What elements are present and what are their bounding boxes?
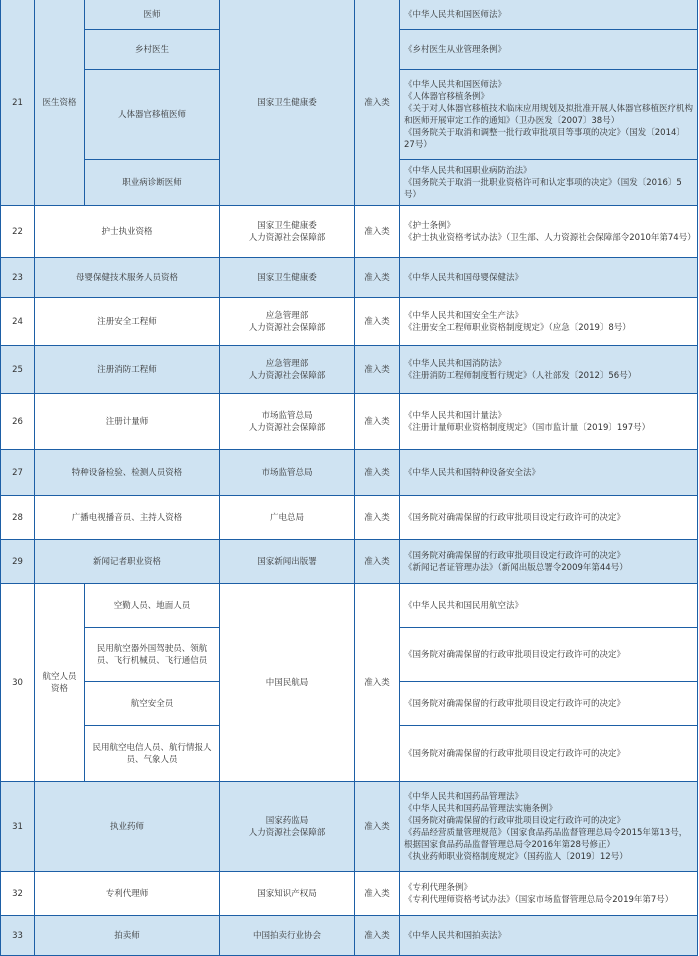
qualification-table-body bbox=[1, 0, 698, 956]
row-number-cell: 24 bbox=[1, 298, 35, 346]
row-number-cell: 26 bbox=[1, 394, 35, 450]
qualification-name-cell: 护士执业资格 bbox=[35, 206, 220, 258]
qualification-name-cell: 新闻记者职业资格 bbox=[35, 540, 220, 584]
qualification-name-cell: 广播电视播音员、主持人资格 bbox=[35, 496, 220, 540]
qualification-name-cell: 航空人员资格 bbox=[35, 584, 85, 782]
legal-basis-cell-line: 《国务院对确需保留的行政审批项目设定行政许可的决定》 bbox=[404, 698, 626, 709]
legal-basis-cell bbox=[400, 726, 698, 782]
type-cell: 准入类 bbox=[355, 298, 400, 346]
legal-basis-cell-line: 《专利代理条例》 bbox=[404, 882, 473, 893]
department-cell bbox=[220, 394, 355, 450]
table-row bbox=[1, 782, 698, 872]
qualification-name-cell: 注册计量师 bbox=[35, 394, 220, 450]
legal-basis-cell-line: 《注册消防工程师制度暂行规定》（人社部发〔2012〕56号） bbox=[404, 370, 637, 381]
type-cell: 准入类 bbox=[355, 540, 400, 584]
legal-basis-cell-line: 《中华人民共和国医师法》 bbox=[404, 79, 507, 90]
legal-basis-cell-line: 《执业药师职业资格制度规定》（国药监人〔2019〕12号） bbox=[404, 851, 628, 862]
legal-basis-cell-line: 《国务院对确需保留的行政审批项目设定行政许可的决定》 bbox=[404, 815, 626, 826]
legal-basis-cell-line: 《中华人民共和国消防法》 bbox=[404, 358, 507, 369]
department-cell bbox=[220, 782, 355, 872]
legal-basis-cell-line: 《中华人民共和国医师法》 bbox=[404, 9, 507, 20]
legal-basis-cell-line: 《中华人民共和国特种设备安全法》 bbox=[404, 467, 541, 478]
sub-qualification-cell: 民用航空器外国驾驶员、领航员、飞行机械员、飞行通信员 bbox=[85, 628, 220, 682]
legal-basis-cell-line: 《中华人民共和国母婴保健法》 bbox=[404, 272, 524, 283]
qualification-name-cell: 母婴保健技术服务人员资格 bbox=[35, 258, 220, 298]
table-row bbox=[1, 540, 698, 584]
row-number-cell: 29 bbox=[1, 540, 35, 584]
type-cell: 准入类 bbox=[355, 0, 400, 206]
legal-basis-cell bbox=[400, 450, 698, 496]
department-cell bbox=[220, 298, 355, 346]
legal-basis-cell-line: 《乡村医生从业管理条例》 bbox=[404, 44, 507, 55]
legal-basis-cell-line: 《国务院关于取消一批职业资格许可和认定事项的决定》（国发〔2016〕5号） bbox=[404, 177, 682, 200]
department-cell bbox=[220, 450, 355, 496]
department-cell-line: 国家新闻出版署 bbox=[257, 556, 317, 567]
legal-basis-cell bbox=[400, 872, 698, 916]
qualification-name-cell: 特种设备检验、检测人员资格 bbox=[35, 450, 220, 496]
department-cell bbox=[220, 540, 355, 584]
row-number-cell: 31 bbox=[1, 782, 35, 872]
legal-basis-cell-line: 《中华人民共和国拍卖法》 bbox=[404, 930, 507, 941]
legal-basis-cell bbox=[400, 682, 698, 726]
sub-qualification-cell: 乡村医生 bbox=[85, 30, 220, 70]
legal-basis-cell-line: 《中华人民共和国安全生产法》 bbox=[404, 310, 524, 321]
legal-basis-cell-line: 《中华人民共和国计量法》 bbox=[404, 410, 507, 421]
type-cell: 准入类 bbox=[355, 450, 400, 496]
table-row bbox=[1, 450, 698, 496]
type-cell: 准入类 bbox=[355, 496, 400, 540]
legal-basis-cell-line: 《中华人民共和国民用航空法》 bbox=[404, 600, 524, 611]
sub-qualification-cell: 航空安全员 bbox=[85, 682, 220, 726]
sub-qualification-cell: 人体器官移植医师 bbox=[85, 70, 220, 160]
legal-basis-cell-line: 《国务院对确需保留的行政审批项目设定行政许可的决定》 bbox=[404, 649, 626, 660]
type-cell: 准入类 bbox=[355, 258, 400, 298]
legal-basis-cell bbox=[400, 70, 698, 160]
type-cell: 准入类 bbox=[355, 782, 400, 872]
legal-basis-cell bbox=[400, 782, 698, 872]
qualification-name-cell: 拍卖师 bbox=[35, 916, 220, 956]
qualification-name-cell: 医生资格 bbox=[35, 0, 85, 206]
department-cell-line: 国家知识产权局 bbox=[257, 888, 317, 899]
legal-basis-cell-line: 《国务院对确需保留的行政审批项目设定行政许可的决定》 bbox=[404, 748, 626, 759]
department-cell-line: 国家卫生健康委 bbox=[257, 272, 317, 283]
department-cell-line: 市场监管总局 bbox=[261, 467, 313, 478]
table-row bbox=[1, 206, 698, 258]
sub-qualification-cell: 医师 bbox=[85, 0, 220, 30]
legal-basis-cell bbox=[400, 916, 698, 956]
table-row bbox=[1, 258, 698, 298]
department-cell bbox=[220, 584, 355, 782]
department-cell bbox=[220, 916, 355, 956]
row-number-cell: 30 bbox=[1, 584, 35, 782]
legal-basis-cell bbox=[400, 258, 698, 298]
row-number-cell: 22 bbox=[1, 206, 35, 258]
legal-basis-cell bbox=[400, 298, 698, 346]
department-cell bbox=[220, 872, 355, 916]
legal-basis-cell bbox=[400, 346, 698, 394]
department-cell-line: 广电总局 bbox=[269, 512, 304, 523]
legal-basis-cell-line: 《新闻记者证管理办法》（新闻出版总署令2009年第44号） bbox=[404, 562, 628, 573]
row-number-cell: 33 bbox=[1, 916, 35, 956]
legal-basis-cell-line: 《药品经营质量管理规范》（国家食品药品监督管理总局令2015年第13号，根据国家食品药品监督管理总局令2016年第28号修正） bbox=[404, 827, 688, 850]
department-cell-line: 中国拍卖行业协会 bbox=[252, 930, 321, 941]
table-row bbox=[1, 298, 698, 346]
department-cell-line: 人力资源社会保障部 bbox=[248, 370, 326, 381]
type-cell: 准入类 bbox=[355, 346, 400, 394]
table-row bbox=[1, 584, 698, 628]
department-cell-line: 人力资源社会保障部 bbox=[248, 232, 326, 243]
qualification-name-cell: 注册消防工程师 bbox=[35, 346, 220, 394]
department-cell bbox=[220, 258, 355, 298]
department-cell-line: 市场监管总局 bbox=[261, 410, 313, 421]
row-number-cell: 28 bbox=[1, 496, 35, 540]
table-row bbox=[1, 0, 698, 30]
legal-basis-cell bbox=[400, 394, 698, 450]
sub-qualification-cell: 空勤人员、地面人员 bbox=[85, 584, 220, 628]
legal-basis-cell bbox=[400, 0, 698, 30]
department-cell-line: 国家卫生健康委 bbox=[257, 220, 317, 231]
legal-basis-cell bbox=[400, 30, 698, 70]
legal-basis-cell-line: 《注册计量师职业资格制度规定》（国市监计量〔2019〕197号） bbox=[404, 422, 651, 433]
legal-basis-cell-line: 《中华人民共和国职业病防治法》 bbox=[404, 165, 532, 176]
department-cell-line: 国家卫生健康委 bbox=[257, 97, 317, 108]
row-number-cell: 32 bbox=[1, 872, 35, 916]
qualification-name-cell: 执业药师 bbox=[35, 782, 220, 872]
table-row bbox=[1, 346, 698, 394]
legal-basis-cell-line: 《国务院关于取消和调整一批行政审批项目等事项的决定》（国发〔2014〕27号） bbox=[404, 127, 685, 150]
department-cell bbox=[220, 346, 355, 394]
legal-basis-cell-line: 《关于对人体器官移植技术临床应用规划及拟批准开展人体器官移植医疗机构和医师开展审定工作的通知》（卫办医发〔2007〕38号） bbox=[404, 103, 694, 126]
table-row bbox=[1, 496, 698, 540]
sub-qualification-cell: 民用航空电信人员、航行情报人员、气象人员 bbox=[85, 726, 220, 782]
legal-basis-cell bbox=[400, 584, 698, 628]
type-cell: 准入类 bbox=[355, 206, 400, 258]
legal-basis-cell bbox=[400, 628, 698, 682]
legal-basis-cell-line: 《专利代理师资格考试办法》（国家市场监督管理总局令2019年第7号） bbox=[404, 894, 674, 905]
legal-basis-cell-line: 《国务院对确需保留的行政审批项目设定行政许可的决定》 bbox=[404, 512, 626, 523]
sub-qualification-cell: 职业病诊断医师 bbox=[85, 160, 220, 206]
row-number-cell: 25 bbox=[1, 346, 35, 394]
table-row bbox=[1, 916, 698, 956]
legal-basis-cell-line: 《护士条例》 bbox=[404, 220, 456, 231]
department-cell bbox=[220, 206, 355, 258]
department-cell-line: 人力资源社会保障部 bbox=[248, 422, 326, 433]
legal-basis-cell bbox=[400, 496, 698, 540]
table-row bbox=[1, 394, 698, 450]
legal-basis-cell bbox=[400, 160, 698, 206]
legal-basis-cell-line: 《中华人民共和国药品管理法》 bbox=[404, 791, 524, 802]
row-number-cell: 23 bbox=[1, 258, 35, 298]
legal-basis-cell-line: 《中华人民共和国药品管理法实施条例》 bbox=[404, 803, 558, 814]
type-cell: 准入类 bbox=[355, 872, 400, 916]
department-cell bbox=[220, 496, 355, 540]
table-row bbox=[1, 872, 698, 916]
row-number-cell: 27 bbox=[1, 450, 35, 496]
type-cell: 准入类 bbox=[355, 584, 400, 782]
legal-basis-cell-line: 《国务院对确需保留的行政审批项目设定行政许可的决定》 bbox=[404, 550, 626, 561]
type-cell: 准入类 bbox=[355, 394, 400, 450]
qualification-name-cell: 注册安全工程师 bbox=[35, 298, 220, 346]
legal-basis-cell bbox=[400, 540, 698, 584]
type-cell: 准入类 bbox=[355, 916, 400, 956]
department-cell-line: 应急管理部 bbox=[265, 358, 309, 369]
department-cell-line: 人力资源社会保障部 bbox=[248, 322, 326, 333]
row-number-cell: 21 bbox=[1, 0, 35, 206]
department-cell-line: 国家药监局 bbox=[265, 815, 309, 826]
department-cell-line: 应急管理部 bbox=[265, 310, 309, 321]
legal-basis-cell-line: 《护士执业资格考试办法》（卫生部、人力资源社会保障部令2010年第74号） bbox=[404, 232, 696, 243]
department-cell-line: 中国民航局 bbox=[265, 677, 309, 688]
department-cell-line: 人力资源社会保障部 bbox=[248, 827, 326, 838]
legal-basis-cell-line: 《注册安全工程师职业资格制度规定》（应急〔2019〕8号） bbox=[404, 322, 631, 333]
qualification-name-cell: 专利代理师 bbox=[35, 872, 220, 916]
legal-basis-cell-line: 《人体器官移植条例》 bbox=[404, 91, 490, 102]
legal-basis-cell bbox=[400, 206, 698, 258]
department-cell bbox=[220, 0, 355, 206]
